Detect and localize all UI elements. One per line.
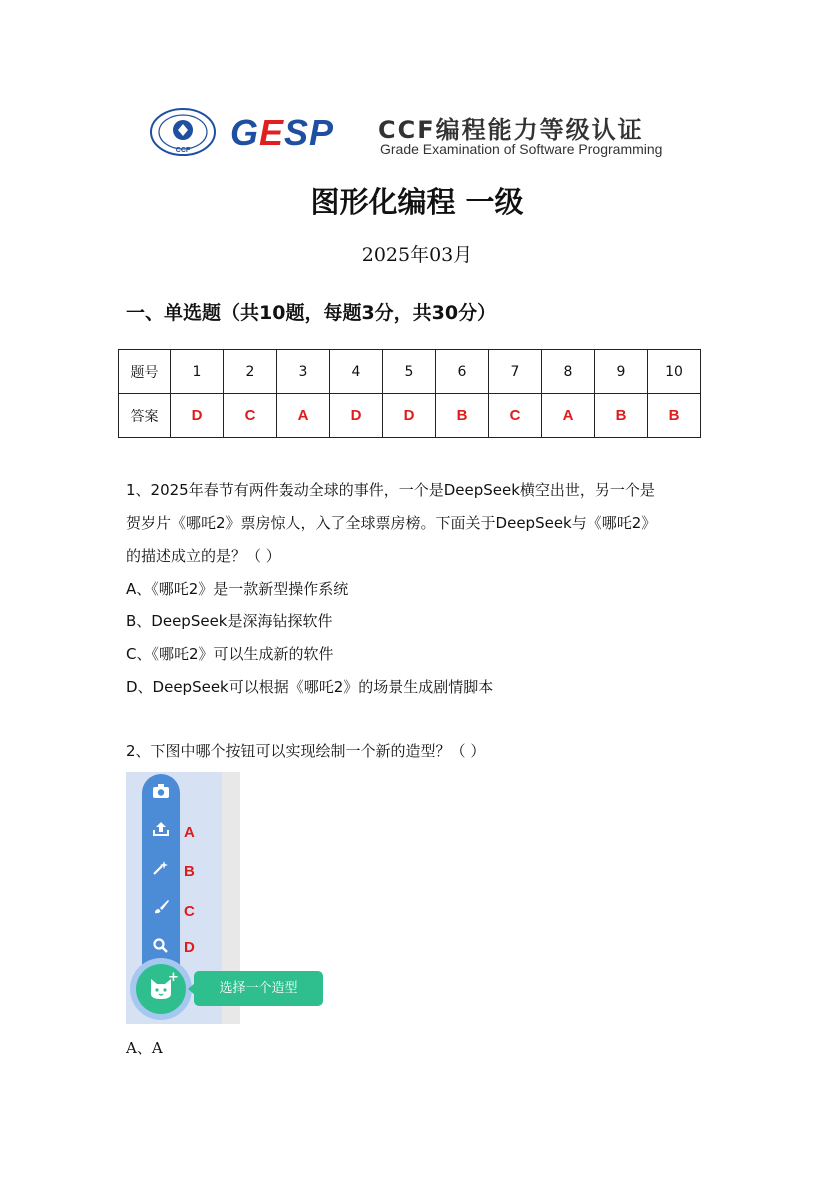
exam-date: 2025年03月 [361,244,473,266]
question-1-option-a: A、《哪吒2》是一款新型操作系统 [126,580,349,598]
question-number-row [119,350,701,394]
page-title: 图形化编程 一级 [310,185,524,219]
answer-cell: A [542,394,595,438]
answer-table [118,349,701,438]
question-number-cell: 3 [277,350,330,394]
question-number-cell: 8 [542,350,595,394]
paint-icon [150,899,172,921]
answer-cell: B [648,394,701,438]
section-heading: 一、单选题（共10题，每题3分，共30分） [126,302,497,324]
choose-costume-tooltip: 选择一个造型 [194,971,323,1006]
question-number-cell: 7 [489,350,542,394]
question-number-cell: 6 [436,350,489,394]
question-number-cell: 2 [224,350,277,394]
ccf-seal-logo [150,108,216,156]
question-number-cell: 1 [171,350,224,394]
question-number-cell: 4 [330,350,383,394]
question-1-line-3: 的描述成立的是？（ ） [126,547,281,565]
answer-cell: C [489,394,542,438]
answer-cell: B [595,394,648,438]
question-1-option-b: B、DeepSeek是深海钻探软件 [126,612,333,630]
question-1-option-c: C、《哪吒2》可以生成新的软件 [126,645,334,663]
gesp-logo: GESP [230,112,335,153]
question-1-line-2: 贺岁片《哪吒2》票房惊人，入了全球票房榜。下面关于DeepSeek与《哪吒2》 [126,514,657,532]
question-2-option-a: A、A [126,1039,163,1057]
camera-icon [150,783,172,805]
question-number-cell: 9 [595,350,648,394]
plus-icon: + [168,970,179,985]
label-c: C [184,903,195,920]
answer-cell: D [171,394,224,438]
search-icon [150,937,172,959]
upload-icon [150,821,172,843]
answer-cell: B [436,394,489,438]
question-number-cell: 10 [648,350,701,394]
answer-cell: A [277,394,330,438]
question-1-option-d: D、DeepSeek可以根据《哪吒2》的场景生成剧情脚本 [126,678,494,696]
surprise-icon [150,860,172,882]
question-2-text: 2、下图中哪个按钮可以实现绘制一个新的造型？（ ） [126,742,486,760]
ccf-title: CCF编程能力等级认证 [378,116,644,144]
label-d: D [184,939,195,956]
question-1-line-1: 1、2025年春节有两件轰动全球的事件，一个是DeepSeek横空出世，另一个是 [126,481,655,499]
answer-cell: D [330,394,383,438]
row-label: 答案 [119,394,171,438]
label-b: B [184,863,195,880]
answer-row [119,394,701,438]
ccf-subtitle: Grade Examination of Software Programming [380,141,663,157]
label-a: A [184,824,195,841]
question-number-cell: 5 [383,350,436,394]
row-label: 题号 [119,350,171,394]
answer-cell: C [224,394,277,438]
answer-cell: D [383,394,436,438]
svg-text:CCF: CCF [175,147,191,154]
